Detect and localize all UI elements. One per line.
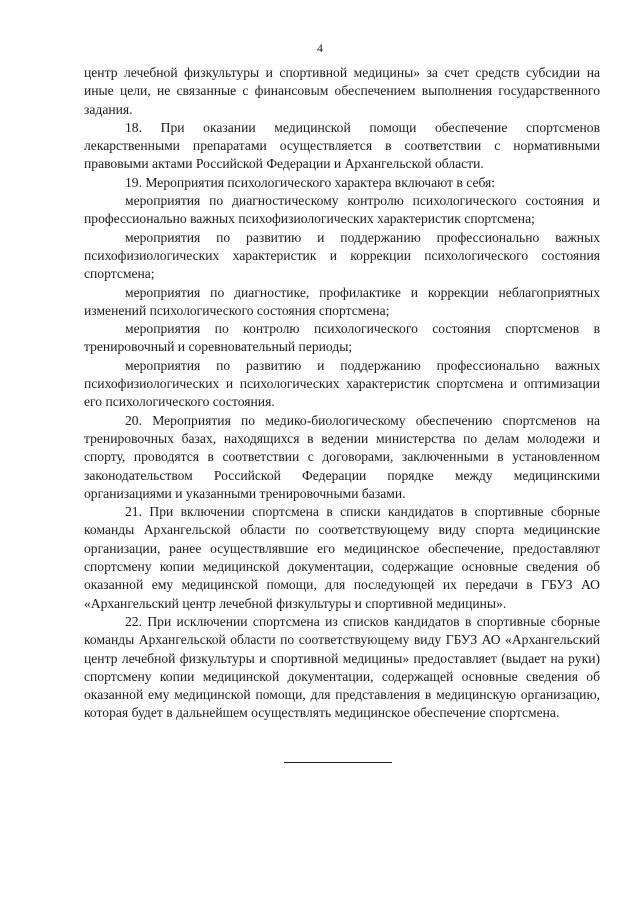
list-item-diagnostics-prevention: мероприятия по диагностике, профилактике и коррекции неблагоприятных изменений психологического состояния спортсмена; xyxy=(84,284,600,318)
document-body xyxy=(84,64,600,723)
paragraph-21: 21. При включении спортсмена в списки кандидатов в спортивные сборные команды Архангельской области по соответствующему виду спорта медицинские организации, ранее осуществлявшие его медицинское обеспечение, предоставляют спортсмену копии медицинской документации, содержащие основные сведения об оказанной ему медицинской помощи, для последующей их передачи в ГБУЗ АО «Архангельский центр лечебной физкультуры и спортивной медицины». xyxy=(84,504,600,611)
list-item-diagnostic-control: мероприятия по диагностическому контролю психологического состояния и профессионально важных психофизиологических характеристик спортсмена; xyxy=(84,193,600,227)
list-item-development-support: мероприятия по развитию и поддержанию профессионально важных психофизиологических характеристик и коррекции психологического состояния спортсмена; xyxy=(84,229,600,282)
end-separator-line xyxy=(284,762,392,763)
list-item-optimization: мероприятия по развитию и поддержанию профессионально важных психофизиологических и психологических характеристик спортсмена и оптимизации его психологического состояния. xyxy=(84,357,600,410)
list-item-state-control: мероприятия по контролю психологического состояния спортсменов в тренировочный и соревновательный периоды; xyxy=(84,321,600,355)
paragraph-continuation: центр лечебной физкультуры и спортивной медицины» за счет средств субсидии на иные цели, не связанные с финансовым обеспечением выполнения государственного задания. xyxy=(84,65,600,117)
paragraph-22: 22. При исключении спортсмена из списков кандидатов в спортивные сборные команды Архангельской области по соответствующему виду ГБУЗ АО «Архангельский центр лечебной физкультуры и спортивной медицины» предоставляет (выдает на руки) спортсмену копии медицинской документации, содержащей основные сведения об оказанной ему медицинской помощи, для представления в медицинскую организацию, которая будет в дальнейшем осуществлять медицинское обеспечение спортсмена. xyxy=(84,613,600,721)
paragraph-18: 18. При оказании медицинской помощи обеспечение спортсменов лекарственными препаратами осуществляется в соответствии с нормативными правовыми актами Российской Федерации и Архангельской области. xyxy=(84,119,600,172)
paragraph-19: 19. Мероприятия психологического характера включают в себя: xyxy=(125,174,496,190)
paragraph-20: 20. Мероприятия по медико-биологическому обеспечению спортсменов на тренировочных базах, находящихся в ведении министерства по делам молодежи и спорту, проводятся в соответствии с договорами, заключенными в установленном законодательством Российской Федерации порядке между медицинскими организациями и указанными тренировочными базами. xyxy=(84,412,600,501)
page-number: 4 xyxy=(317,41,323,55)
